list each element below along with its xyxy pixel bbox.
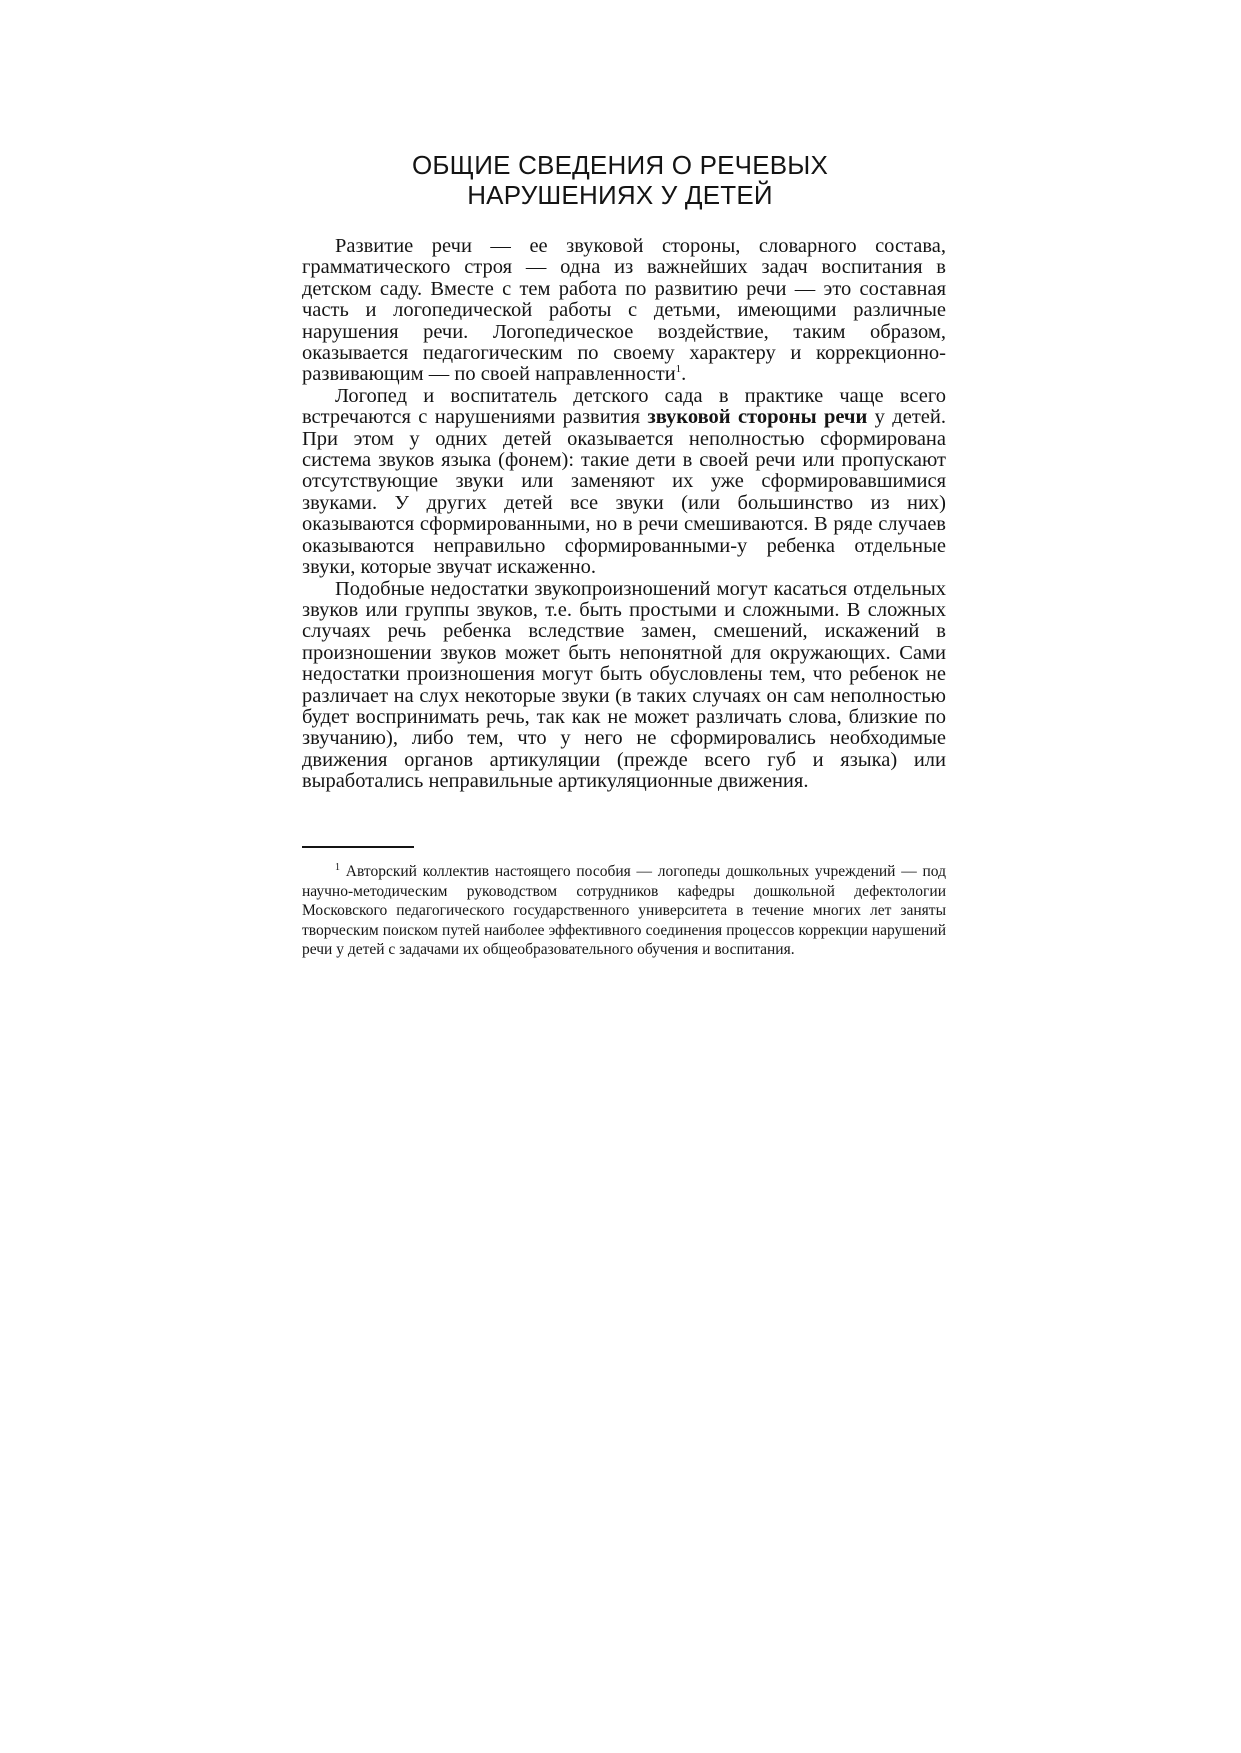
paragraph-2-text-before: Логопед и воспитатель детского сада в практике чаще всего встречаются с нарушениями развития [302, 384, 946, 429]
footnote-marker: 1 [335, 862, 340, 873]
title-line-2: НАРУШЕНИЯХ У ДЕТЕЙ [467, 180, 773, 210]
paragraph-2-emphasis: звуковой стороны речи [647, 406, 868, 429]
footnote [302, 862, 946, 960]
paragraph-1 [302, 236, 946, 386]
paragraph-1-text: Развитие речи — ее звуковой стороны, словарного состава, грамматического строя — одна из важнейших задач воспитания в детском саду. Вместе с тем работа по развитию речи — это составная часть и логопедической работы с детьми, имеющими различные нарушения речи. Логопедическое воздействие, таким образом, оказывается педагогическим по своему характеру и коррекционно-развивающим — по своей направленности [302, 235, 946, 386]
title-line-1: ОБЩИЕ СВЕДЕНИЯ О РЕЧЕВЫХ [411, 150, 829, 180]
paragraph-1-end: . [681, 363, 687, 386]
paragraph-2 [302, 386, 946, 579]
footnote-text: Авторский коллектив настоящего пособия — логопеды дошкольных учреждений — под научно-методическим руководством сотрудников кафедры дошкольной дефектологии Московского педагогического государственного университета в течение многих лет заняты творческим поиском путей наиболее эффективного соединения процессов коррекции нарушений речи у детей с задачами их общеобразовательного обучения и воспитания. [302, 863, 946, 959]
page-title [300, 150, 940, 210]
body-text [302, 236, 946, 793]
paragraph-2-text-after: у детей. При этом у одних детей оказывается неполностью сформирована система звуков языка (фонем): такие дети в своей речи или пропускают отсутствующие звуки или заменяют их уже сформировавшимися звуками. У других детей все звуки (или большинство из них) оказываются сформированными, но в речи смешиваются. В ряде случаев оказываются неправильно сформированными-у ребенка отдельные звуки, которые звучат искаженно. [302, 406, 946, 579]
paragraph-3: Подобные недостатки звукопроизношений могут касаться отдельных звуков или группы звуков, т.е. быть простыми и сложными. В сложных случаях речь ребенка вследствие замен, смешений, искажений в произношении звуков может быть непонятной для окружающих. Сами недостатки произношения могут быть обусловлены тем, что ребенок не различает на слух некоторые звуки (в таких случаях он сам неполностью будет воспринимать речь, так как не может различать слова, близкие по звучанию), либо тем, что у него не сформировались необходимые движения органов артикуляции (прежде всего губ и языка) или выработались неправильные артикуляционные движения. [302, 577, 946, 793]
footnote-separator [302, 846, 414, 848]
footnote-reference: 1 [675, 363, 682, 376]
